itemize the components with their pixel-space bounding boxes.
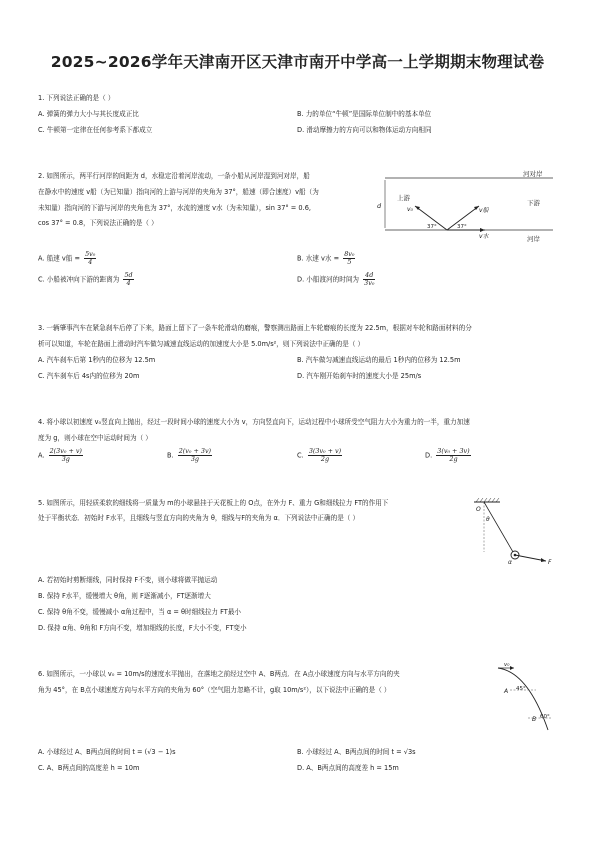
q2-option-c-den: 4 <box>126 279 131 287</box>
q6-trajectory <box>498 668 548 730</box>
q4-option-d-fraction <box>436 448 470 463</box>
q1-stem: 1. 下列说法正确的是（ ） <box>38 94 115 102</box>
q2-option-a-den: 4 <box>88 258 93 266</box>
q4-option-c-num: 3(3v₀ + v) <box>308 447 342 455</box>
q2-label-angle1: 37° <box>427 224 437 230</box>
q3-option-a: A. 汽车刹车后第 1秒内的位移为 12.5m <box>38 356 156 364</box>
q1-option-d: D. 滑动摩擦力的方向可以和物体运动方向相同 <box>297 126 432 134</box>
q5-string <box>484 502 513 552</box>
q2-option-a-num: 5v₀ <box>85 250 96 258</box>
q2-option-b <box>297 251 357 266</box>
q2-option-b-fraction <box>343 251 355 266</box>
q2-stem-line2: 在静水中的速度 v船（为已知量）指向河的上游与河岸的夹角为 37°，船速（即合速度）v船（为 <box>38 188 319 196</box>
q5-option-b: B. 保持 F水平，缓慢增大 θ角，则 F逐渐减小，FT逐渐增大 <box>38 592 211 600</box>
q4-option-b-num: 2(v₀ + 3v) <box>178 447 212 455</box>
q5-stem-line1: 5. 如图所示，用轻质柔软的细线将一质量为 m的小球悬挂于天花板上的 O点，在外力 F、重力 G和细线拉力 FT的作用下 <box>38 499 389 507</box>
q2-option-c-label: C. 小船被冲向下游的距离为 <box>38 275 120 284</box>
q2-option-d-num: 4d <box>363 272 375 280</box>
q6-label-60: 60° <box>540 714 550 720</box>
q4-option-b-fraction <box>178 448 212 463</box>
q5-ceiling-hatch <box>476 498 499 502</box>
q6-option-c: C. A、B两点间的高度差 h = 10m <box>38 764 140 772</box>
q2-river-figure <box>375 168 555 248</box>
q4-option-a-label: A. <box>38 451 45 460</box>
q5-force-F-arrowhead <box>541 558 546 562</box>
q2-label-v0: v₀ <box>407 206 413 213</box>
q2-option-c-fraction <box>123 272 133 287</box>
q1-option-a: A. 弹簧的弹力大小与其长度成正比 <box>38 110 139 118</box>
q4-option-d-num: 3(v₀ + 3v) <box>437 447 470 455</box>
q5-pendulum-figure <box>470 494 560 566</box>
q5-label-alpha: α <box>508 559 512 566</box>
q4-option-b-label: B. <box>167 451 174 460</box>
q5-label-F: F <box>548 559 552 566</box>
q3-option-c: C. 汽车刹车后 4s内的位移为 20m <box>38 372 140 380</box>
q2-stem-line1: 2. 如图所示，两平行河岸的间距为 d，水稳定沿着河岸流动，一条小船从河岸湿到河对岸，船 <box>38 172 310 180</box>
q1-option-c: C. 牛顿第一定律在任何参考系下都成立 <box>38 126 153 134</box>
q6-stem-line2: 角为 45°，在 B点小球速度方向与水平方向的夹角为 60°（空气阻力忽略不计，g取 10m/s²），以下说法中正确的是（ ） <box>38 686 391 694</box>
q6-option-a: A. 小球经过 A、B两点间的时间 t = (√3 − 1)s <box>38 748 176 756</box>
q3-stem-line2: 析可以知道，车轮在路面上滑动时汽车做匀减速直线运动的加速度大小是 5.0m/s²，则下列说法中正确的是（ ） <box>38 340 365 348</box>
q2-label-vw: v水 <box>479 233 489 240</box>
q6-projectile-figure <box>492 660 562 740</box>
q2-label-angle2: 37° <box>457 224 467 230</box>
q5-option-c: C. 保持 θ角不变，缓慢减小 α角过程中，当 α = θ时细线拉力 FT最小 <box>38 608 242 616</box>
q2-option-b-label: B. 水速 v水 = <box>297 254 340 263</box>
q4-option-c-label: C. <box>297 451 304 460</box>
q4-option-c <box>297 448 344 463</box>
q6-label-v0: v₀ <box>504 662 510 668</box>
q5-label-O: O <box>476 506 481 513</box>
q4-option-a <box>38 448 85 463</box>
q6-v0-arrowhead <box>510 666 514 670</box>
q2-option-b-den: 5 <box>347 258 352 266</box>
q4-option-d-label: D. <box>425 451 433 460</box>
q2-stem-line3: 未知量）指向河的下游与河岸的夹角也为 37°，水流的速度 v水（为未知量），sin 37° = 0.6, <box>38 204 312 212</box>
q2-option-c <box>38 272 136 287</box>
q6-option-d: D. A、B两点间的高度差 h = 15m <box>297 764 399 772</box>
q2-label-upstream: 上游 <box>397 194 410 202</box>
q4-option-c-den: 2g <box>320 455 330 463</box>
q3-option-d: D. 汽车刚开始刹车时的速度大小是 25m/s <box>297 372 422 380</box>
q6-stem-line1: 6. 如图所示，一小球以 v₀ = 10m/s的速度水平抛出，在落地之前经过空中 A、B两点．在 A点小球速度方向与水平方向的夹 <box>38 670 400 678</box>
q6-label-A: A <box>504 688 509 695</box>
q3-stem-line1: 3. 一辆肇事汽车在紧急刹车后停了下来，路面上留下了一条车轮滑动的磨痕，警察测出路面上车轮磨痕的长度为 22.5m，根据对车轮和路面材料的分 <box>38 324 472 332</box>
q4-option-d-den: 2g <box>449 455 458 463</box>
q2-label-vc: v船 <box>479 207 489 214</box>
q4-option-a-den: 3g <box>61 455 70 463</box>
q1-option-b: B. 力的单位“牛顿”是国际单位制中的基本单位 <box>297 110 432 118</box>
q2-vw-arrowhead <box>480 228 485 232</box>
q5-option-d: D. 保持 α角、θ角和 F方向不变，增加细线的长度，F大小不变，FT变小 <box>38 624 247 632</box>
q5-stem-line2: 处于平衡状态．初始时 F水平，且细线与竖直方向的夹角为 θ，细线与F的夹角为 α．下列说法中正确的是（ ） <box>38 514 360 522</box>
q5-option-a: A. 若初始时剪断细线，同时保持 F不变，则小球将做平抛运动 <box>38 576 218 584</box>
q2-option-a-fraction <box>84 251 96 266</box>
q2-stem-line4: cos 37° = 0.8，下列说法正确的是（ ） <box>38 219 158 227</box>
q6-label-45: 45° <box>516 686 526 692</box>
q4-option-b <box>167 448 214 463</box>
q4-option-d <box>425 448 473 463</box>
q5-label-theta: θ <box>486 516 490 523</box>
q6-option-b: B. 小球经过 A、B两点间的时间 t = √3s <box>297 748 416 756</box>
q2-option-a <box>38 251 98 266</box>
q2-option-d <box>297 272 377 287</box>
q4-option-a-num: 2(3v₀ + v) <box>49 447 82 455</box>
page-title: 2025~2026学年天津南开区天津市南开中学高一上学期期末物理试卷 <box>50 53 545 71</box>
q4-option-c-fraction <box>308 448 342 463</box>
q2-label-d: d <box>377 202 382 210</box>
q2-option-c-num: 5d <box>124 271 133 279</box>
q2-option-d-fraction <box>363 272 375 287</box>
q2-label-far-bank: 河对岸 <box>523 170 543 178</box>
q4-option-a-fraction <box>49 448 83 463</box>
q4-stem-line2: 度为 g，则小球在空中运动时间为（ ） <box>38 434 152 442</box>
q4-stem-line1: 4. 将小球以初速度 v₀竖直向上抛出，经过一段时间小球的速度大小为 v，方向竖直向下，运动过程中小球所受空气阻力大小为重力的一半，重力加速 <box>38 418 470 426</box>
q4-option-b-den: 3g <box>190 455 199 463</box>
q6-label-B: B <box>532 716 537 723</box>
q3-option-b: B. 汽车做匀减速直线运动的最后 1秒内的位移为 12.5m <box>297 356 461 364</box>
q2-option-d-den: 3v₀ <box>364 279 375 287</box>
q2-option-d-label: D. 小船渡河的时间为 <box>297 275 360 284</box>
q2-option-b-num: 8v₀ <box>344 250 355 258</box>
q2-label-near-bank: 河岸 <box>527 235 540 243</box>
q2-label-downstream: 下游 <box>527 199 540 207</box>
q2-option-a-label: A. 船速 v船 = <box>38 254 80 263</box>
